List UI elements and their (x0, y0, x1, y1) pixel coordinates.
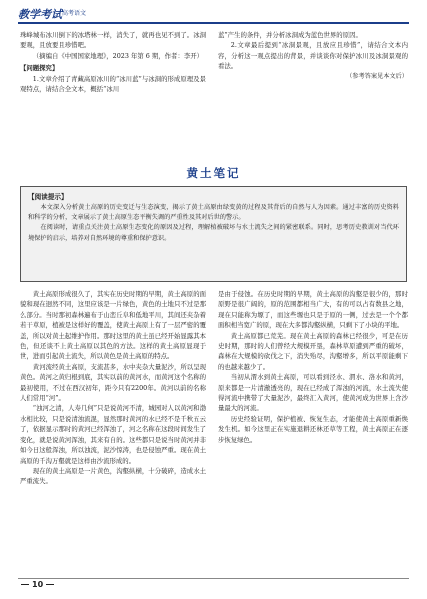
reading-tip-box (20, 186, 407, 282)
question-section-heading: 【问题探究】 (20, 64, 59, 73)
page-header (18, 6, 409, 24)
top-right-column (218, 30, 408, 82)
header-rule (18, 22, 409, 24)
journal-brand: 教学考试 (18, 8, 62, 21)
article-title: 黄土笔记 (186, 166, 241, 180)
article-left-column (20, 289, 206, 487)
footer-rule (18, 578, 409, 579)
article-para: 是由于侵蚀。在历史时期的早期，黄土高原的沟壑是很少的，那时原野是很广阔的，原的范围都相当广大，有的可以占有数县之地，现在只能称为塬了，而这些塬也只是于原的一侧，过去是一个个都面积相当宽广的原，现在大多都沟壑纵横，只剩下了小块的平地。 (218, 290, 408, 330)
source-citation: （摘编自《中国国家地理》，2023 年第 6 期，作者：李开） (32, 51, 204, 60)
page-footer (18, 578, 409, 592)
top-left-column (20, 30, 206, 94)
article-para: 历史经验证明，保护植被、恢复生态，才能使黄土高原重新焕发生机。如今这里正在实施退耕还林还草等工程，黄土高原正在逐步恢复绿色。 (218, 414, 408, 444)
article-para: 黄土高原都已荒芜。现在黄土高原的森林已经很少，可是在历史时期，那时的人们曾经大规模开垦，森林草原遭到严重的破坏，森林在大规模的砍伐之下，消失殆尽，沟壑增多，所以平原能剩下的也越来越少了。 (218, 331, 408, 371)
article-para: 现在的黄土高原是一片黄色，沟壑纵横，十分破碎，造成水土严重流失。 (20, 466, 206, 486)
question-1-start: 1.文章介绍了青藏高原冰川的“冰川蓝”与冰洞的形成原理及景观特点，请结合全文本，概括“冰川 (20, 74, 206, 94)
answer-reference: （参考答案见本文后） (346, 72, 408, 80)
question-2: 2.文章最后提到“冰洞景观，且放应且珍惜”，请结合文本内容，分析这一观点提出的背景，并谈谈你对保护冰川及冰洞景观的看法。 (218, 41, 408, 71)
article-para: 当初从渭水到黄土高原，可以看到泾水、渭水、洛水和黄河，原来都是一片清澈透亮的，现在已经成了浑浊的河流，水土流失使得河流中携带了大量泥沙，最终汇入黄河，使黄河成为世界上含沙量最大的河流。 (218, 373, 408, 413)
journal-brand-sub: 高考语文 (62, 10, 87, 17)
article-right-column (218, 289, 408, 445)
question-1-end: 蓝”产生的条件，并分析冰洞成为蓝色世界的原因。 (218, 31, 362, 39)
article-para: 黄土高原形成很久了，其实在历史时期的早期，黄土高原的面貌和现在迥然不同，这里应该是一片绿色，黄色的土地只不过是那么部分。当时那初森林遍布于山峦丘阜和低地平川，其间还夹杂着若干草原，植被是这样好的覆盖，使黄土高原上有了一层严密的覆盖，所以对黄土起维护作用。那时这里的黄土虽已经开始显露其本色，但还谈不上黄土高原以其色的方法。这样的黄土高原显现于世，进而引起黄土流失，所以黄色是黄土高原的特点。 (20, 290, 206, 361)
reading-tip-para-1: 本文深入分析黄土高原的历史变迁与生态演变，揭示了黄土高原由绿变黄的过程及其背后的自然与人为因素。通过丰富的历史资料和科学的分析，文章展示了黄土高原生态平衡失调的严重性及其对后世的警示。 (28, 204, 399, 222)
article-para: 黄河流经黄土高原，支流甚多，水中夹杂大量泥沙，所以呈现黄色。黄河之黄归根到底，其实以前的黄河水，而黄河这个名称的最初使用，不过在西汉初年，距今只有2200年。黄河以前的名称人们常用“河”。 (20, 362, 206, 403)
reading-tip-heading: 【阅读提示】 (28, 193, 68, 201)
page-number: 10 (18, 580, 57, 589)
reading-tip-para-2: 在阅读时，请重点关注黄土高原生态变化的原因及过程，理解植被破坏与水土流失之间的紧密联系。同时，思考历史教训对当代环境保护的启示，培养对自然环境的尊重和保护意识。 (28, 224, 399, 242)
article-title-wrap (0, 162, 427, 181)
top-left-line-0: 珠峰城布冰川倒下的冰塔林一样，消失了，就再也见不到了。冰洞要观，且放要且珍惜吧。 (20, 31, 206, 50)
article-para: “浊河之清，人寿几何”只是说黄河不清，城园对人以黄河和渤水相比较，只是说清浊流混，显然那时黄河的水已经不是千秋五云了，依据显示那时的黄河已经浑浊了，河之名称在这段时间发生了变化，就是说黄河浑浊，其来有自的。这些都只是说当时黄河并非如今日这般浑浊，所以浊流，泥沙惊涛，也是侵蚀严重。现在黄土高原的千沟万壑就是这样由沙流形成的。 (20, 404, 206, 465)
